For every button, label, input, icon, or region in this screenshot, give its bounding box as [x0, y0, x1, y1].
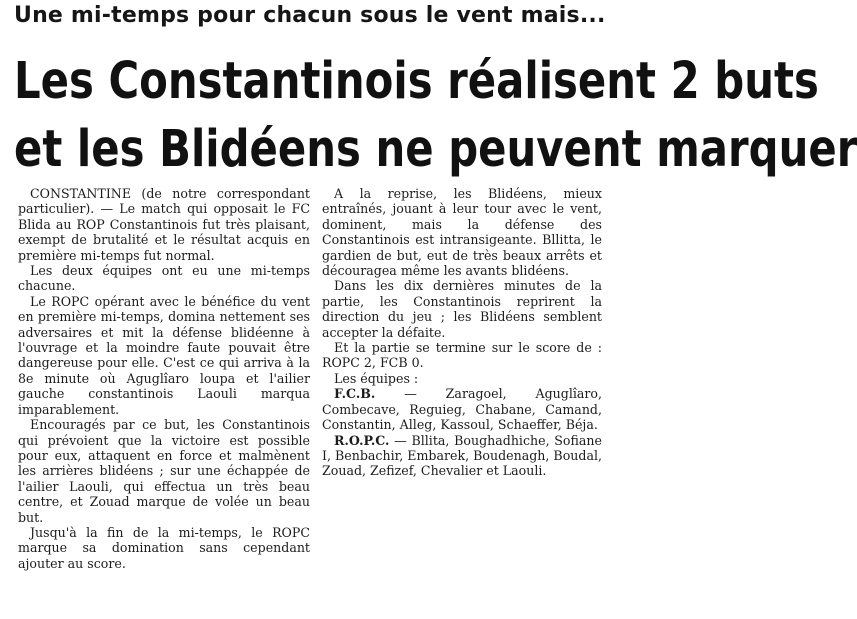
headline-line-1: Les Constantinois réalisent 2 buts — [14, 52, 819, 111]
team-ropc-players: — Bllita, Boughadhiche, Sofiane I, Benbachir, Embarek, Boudenagh, Boudal, Zouad, Zefizef, Chevalier et Laouli. — [322, 432, 602, 479]
team-fcb-code: F.C.B. — [334, 386, 376, 402]
paragraph-first-goal: Le ROPC opérant avec le bénéfice du vent en première mi-temps, domina nettement ses adversaires et mit la défense blidéenne à l'ouvrage et la moindre faute pouvait être dangereuse pour elle. C'est ce qui arriva à la 8e minute où Aguglîaro loupa et l'ailier gauche constantinois Laouli marqua imparablement. — [18, 293, 310, 417]
teams-heading: Les équipes : — [334, 370, 419, 386]
headline-line-2: et les Blidéens ne peuvent marquer — [14, 120, 857, 179]
paragraph-halves: Les deux équipes ont eu une mi-temps chacune. — [18, 263, 310, 294]
paragraph-second-half: A la reprise, les Blidéens, mieux entraînés, jouant à leur tour avec le vent, dominent, mais la défense des Constantinois est intransigeante. Bllitta, le gardien de but, eut de très beaux arrêts et découragea même les avants blidéens. — [322, 186, 602, 279]
team-ropc-lineup — [322, 433, 602, 479]
paragraph-intro: CONSTANTINE (de notre correspondant particulier). — Le match qui opposait le FC Blida au ROP Constantinois fut très plaisant, exempt de brutalité et le résultat acquis en première mi-temps fut normal. — [18, 186, 310, 263]
paragraph-final-score: Et la partie se termine sur le score de : ROPC 2, FCB 0. — [322, 340, 602, 371]
team-ropc-code: R.O.P.C. — [334, 432, 390, 448]
article-column-left — [18, 186, 310, 571]
article-column-right — [322, 186, 602, 479]
team-fcb-lineup — [322, 386, 602, 432]
paragraph-halftime: Jusqu'à la fin de la mi-temps, le ROPC marque sa domination sans cependant ajouter au score. — [18, 524, 310, 571]
team-fcb-players: — Zaragoel, Aguglîaro, Combecave, Reguieg, Chabane, Camand, Constantin, Alleg, Kassoul, Schaeffer, Béja. — [322, 386, 602, 433]
article-kicker: Une mi-temps pour chacun sous le vent mais... — [14, 3, 606, 28]
paragraph-second-goal: Encouragés par ce but, les Constantinois qui prévoient que la victoire est possible pour eux, attaquent en force et malmènent les arrières blidéens ; sur une échappée de l'ailier Laouli, qui effectua un très beau centre, et Zouad marque de volée un beau but. — [18, 417, 310, 525]
paragraph-final-minutes: Dans les dix dernières minutes de la partie, les Constantinois reprirent la direction du jeu ; les Blidéens semblent accepter la défaite. — [322, 278, 602, 340]
